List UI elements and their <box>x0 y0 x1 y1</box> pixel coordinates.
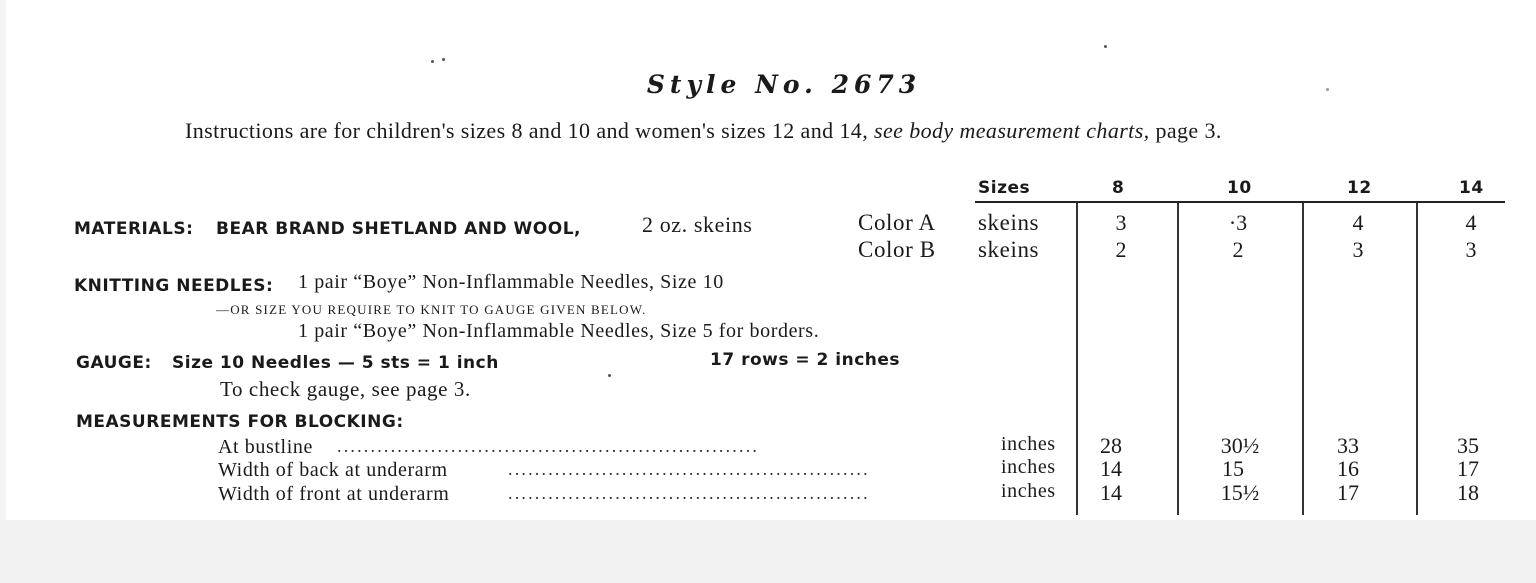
print-speck <box>608 374 611 377</box>
needles-label: KNITTING NEEDLES: <box>74 276 274 296</box>
color-b-label: Color B <box>858 237 936 262</box>
size-header-14: 14 <box>1459 178 1484 198</box>
table-header-rule <box>975 201 1505 203</box>
color-b-size-12: 3 <box>1352 237 1364 262</box>
color-a-size-14: 4 <box>1465 210 1477 235</box>
measurement-unit: inches <box>1001 433 1056 455</box>
leader-dots: ...................................................... <box>508 459 870 479</box>
color-b-size-10: 2 <box>1232 237 1244 262</box>
print-speck <box>1326 88 1329 91</box>
front-size-12: 17 <box>1337 480 1359 505</box>
back-size-12: 16 <box>1337 456 1359 481</box>
pattern-title: Style No. 2673 <box>646 70 922 99</box>
color-b-unit: skeins <box>978 237 1040 262</box>
measurement-name: Width of back at underarm <box>218 459 448 481</box>
measurement-name: At bustline <box>218 436 313 458</box>
column-rule <box>1076 203 1078 515</box>
color-a-size-12: 4 <box>1352 210 1364 235</box>
color-b-size-8: 2 <box>1115 237 1127 262</box>
column-rule <box>1302 203 1304 515</box>
gauge-label: GAUGE: <box>76 353 152 373</box>
materials-unit: 2 oz. skeins <box>642 212 753 237</box>
intro-text <box>185 118 1222 144</box>
print-speck <box>431 60 434 63</box>
back-size-10: 15 <box>1222 456 1244 481</box>
measurements-label: MEASUREMENTS FOR BLOCKING: <box>76 412 404 432</box>
back-size-14: 17 <box>1457 456 1479 481</box>
bustline-size-10: 30½ <box>1220 433 1260 458</box>
bustline-size-8: 28 <box>1100 433 1122 458</box>
print-speck <box>1104 45 1107 48</box>
front-size-8: 14 <box>1100 480 1122 505</box>
intro-suffix: page 3. <box>1149 118 1222 143</box>
back-size-8: 14 <box>1100 456 1122 481</box>
measurement-name: Width of front at underarm <box>218 483 450 505</box>
column-rule <box>1416 203 1418 515</box>
gauge-stitches: Size 10 Needles — 5 sts = 1 inch <box>172 353 499 373</box>
color-a-unit: skeins <box>978 210 1040 235</box>
materials-brand: BEAR BRAND SHETLAND AND WOOL, <box>216 219 581 239</box>
bustline-size-14: 35 <box>1457 433 1479 458</box>
scan-border <box>0 520 1536 583</box>
leader-dots: ...................................................... <box>508 483 870 503</box>
color-a-label: Color A <box>858 210 936 235</box>
color-b-size-14: 3 <box>1465 237 1477 262</box>
needles-line-3: 1 pair “Boye” Non-Inflammable Needles, Size 5 for borders. <box>298 320 820 342</box>
intro-prefix: Instructions are for children's sizes 8 and 10 and women's sizes 12 and 14, <box>185 118 875 143</box>
needles-line-1: 1 pair “Boye” Non-Inflammable Needles, Size 10 <box>298 271 724 293</box>
measurement-unit: inches <box>1001 456 1056 478</box>
print-speck <box>442 58 445 61</box>
sizes-header: Sizes <box>978 178 1031 198</box>
needles-line-2: —OR SIZE YOU REQUIRE TO KNIT TO GAUGE GIVEN BELOW. <box>216 302 647 317</box>
front-size-14: 18 <box>1457 480 1479 505</box>
leader-dots: ............................................................... <box>337 436 760 456</box>
front-size-10: 15½ <box>1220 480 1260 505</box>
materials-label: MATERIALS: <box>74 219 194 239</box>
size-header-12: 12 <box>1347 178 1372 198</box>
bustline-size-12: 33 <box>1337 433 1359 458</box>
color-a-size-10: ·3 <box>1228 210 1248 235</box>
size-header-10: 10 <box>1227 178 1252 198</box>
intro-italic: see body measurement charts, <box>874 118 1150 143</box>
gauge-rows: 17 rows = 2 inches <box>710 350 901 370</box>
column-rule <box>1177 203 1179 515</box>
color-a-size-8: 3 <box>1115 210 1127 235</box>
size-header-8: 8 <box>1112 178 1125 198</box>
gauge-check: To check gauge, see page 3. <box>220 377 471 401</box>
measurement-unit: inches <box>1001 480 1056 502</box>
